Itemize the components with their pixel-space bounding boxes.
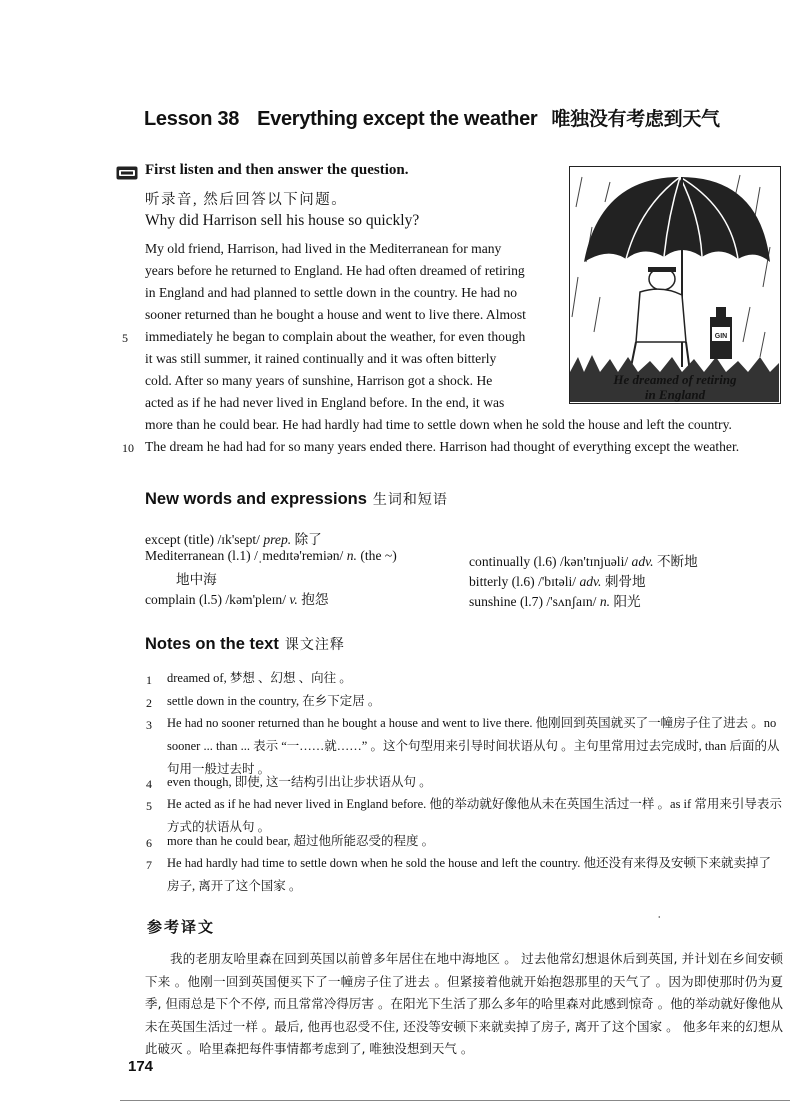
vocab-item (145, 548, 397, 564)
passage-line: acted as if he had never lived in England before. In the end, it was (145, 395, 505, 410)
vocab-word: complain (l.5) /kəm'pleɪn/ (145, 592, 286, 607)
translation-heading: 参考译文 (147, 920, 216, 936)
passage-line: it was still summer, it rained continually and it was often bitterly (145, 351, 497, 366)
note-text: more than he could bear, 超过他所能忍受的程度 。 (167, 834, 435, 848)
lesson-title (144, 104, 784, 131)
vocab-item (469, 590, 641, 610)
vocab-item (145, 528, 322, 548)
new-words-heading-en: New words and expressions (145, 490, 367, 508)
notes-heading-en: Notes on the text (145, 635, 279, 653)
note-number: 2 (146, 696, 152, 710)
note-text: settle down in the country, 在乡下定居 。 (167, 694, 381, 708)
lesson-title-cn: 唯独没有考虑到天气 (551, 109, 720, 130)
line-number: 5 (122, 331, 128, 345)
vocab-item (469, 570, 646, 590)
caption-line: He dreamed of retiring (613, 372, 737, 387)
note-text: even though, 即使, 这一结构引出让步状语从句 。 (167, 775, 432, 789)
note-number: 6 (146, 836, 152, 850)
bottle-label: GIN (714, 333, 728, 340)
vocab-pos: adv. (579, 574, 602, 589)
vocab-meaning: 地中海 (176, 572, 217, 587)
lesson-number: Lesson 38 (144, 108, 240, 130)
illustration-frame (569, 166, 781, 404)
vocab-word: except (title) /ɪk'sept/ (145, 532, 260, 547)
cassette-tape-icon (116, 166, 138, 180)
question-text: Why did Harrison sell his house so quickly? (145, 212, 420, 229)
vocab-pos: v. (289, 592, 298, 607)
vocab-pos: n. (599, 594, 611, 609)
note-number: 1 (146, 673, 152, 687)
vocab-meaning: 抱怨 (301, 592, 329, 607)
passage-line: immediately he began to complain about the weather, for even though (145, 329, 526, 344)
question-heading-cn: 听录音, 然后回答以下问题。 (145, 192, 348, 208)
vocab-pos: prep. (263, 532, 292, 547)
passage-line: in England and had planned to settle down in the country. He had no (145, 285, 518, 300)
notes-heading-cn: 课文注释 (284, 637, 345, 653)
new-words-heading (145, 489, 448, 509)
new-words-heading-cn: 生词和短语 (372, 492, 448, 508)
umbrella-man-illustration (570, 167, 779, 402)
note-text: He had hardly had time to settle down when he sold the house and left the country. 他还没有来得及安顿下来就卖掉了房子, 离开了这个国家 。 (167, 856, 771, 893)
passage-line: sooner returned than he bought a house and went to live there. Almost (145, 307, 526, 322)
vocab-meaning: 除了 (294, 532, 322, 547)
vocab-meaning: (the ~) (360, 548, 397, 563)
notes-heading (145, 634, 345, 654)
lesson-title-en: Everything except the weather (257, 108, 538, 130)
vocab-word: sunshine (l.7) /'sʌnʃaɪn/ (469, 594, 597, 609)
vocab-meaning: 阳光 (613, 594, 641, 609)
caption-line: in England (644, 387, 706, 402)
passage-line: years before he returned to England. He had often dreamed of retiring (145, 263, 525, 278)
vocab-meaning: 不断地 (656, 554, 698, 569)
illustration-caption (569, 372, 781, 402)
translation-body: 我的老朋友哈里森在回到英国以前曾多年居住在地中海地区 。 过去他常幻想退休后到英国, 并计划在乡间安顿下来 。他刚一回到英国便买下了一幢房子住了进去 。但紧接着他就开始抱怨那里的天气了 。因为即使那时仍为夏季, 但雨总是下个不停, 而且常常冷得厉害 。在阳光下生活了那么多年的哈里森对此感到惊奇 。他的举动就好像他从未在英国生活过一样 。最后, 他再也忍受不住, 还没等安顿下来就卖掉了房子, 离开了这个国家 。 他多年来的幻想从此破灭 。哈里森把每件事情都考虑到了, 唯独没想到天气 。 (145, 951, 783, 1056)
vocab-word: continually (l.6) /kən'tɪnjuəli/ (469, 554, 629, 569)
vocab-pos: n. (346, 548, 357, 563)
passage-line: The dream he had had for so many years ended there. Harrison had thought of everything except the weather. (145, 439, 740, 454)
passage-line: more than he could bear. He had hardly had time to settle down when he sold the house and left the country. (145, 417, 732, 432)
note-text: He acted as if he had never lived in England before. 他的举动就好像他从未在英国生活过一样 。as if 常用来引导表示方式的状语从句 。 (167, 797, 782, 834)
bottom-rule (120, 1100, 790, 1101)
question-heading: First listen and then answer the question. (145, 162, 409, 178)
passage-line: My old friend, Harrison, had lived in the Mediterranean for many (145, 241, 502, 256)
note-number: 7 (146, 858, 152, 872)
note-number: 3 (146, 718, 152, 732)
passage-line: cold. After so many years of sunshine, Harrison got a shock. He (145, 373, 493, 388)
stray-mark: ˈ (657, 913, 662, 928)
note-number: 4 (146, 777, 152, 791)
vocab-pos: adv. (631, 554, 654, 569)
vocab-item-continued (176, 568, 217, 588)
page-number: 174 (128, 1058, 154, 1075)
line-number: 10 (122, 441, 134, 455)
note-number: 5 (146, 799, 152, 813)
vocab-meaning: 刺骨地 (604, 574, 646, 589)
vocab-item (145, 588, 328, 608)
note-text: He had no sooner returned than he bought a house and went to live there. 他刚回到英国就买了一幢房子住了进去 。no sooner ... than ... 表示 “一……就……” 。这个句型用来引导时间状语从句 。主句里常用过去完成时, than 后面的从句用一般过去时 。 (167, 716, 780, 776)
vocab-word: bitterly (l.6) /'bɪtəli/ (469, 574, 577, 589)
note-text: dreamed of, 梦想 、幻想 、向往 。 (167, 671, 352, 685)
vocab-item (469, 550, 698, 570)
vocab-word: Mediterranean (l.1) /ˌmedɪtə'remiən/ (145, 548, 344, 563)
